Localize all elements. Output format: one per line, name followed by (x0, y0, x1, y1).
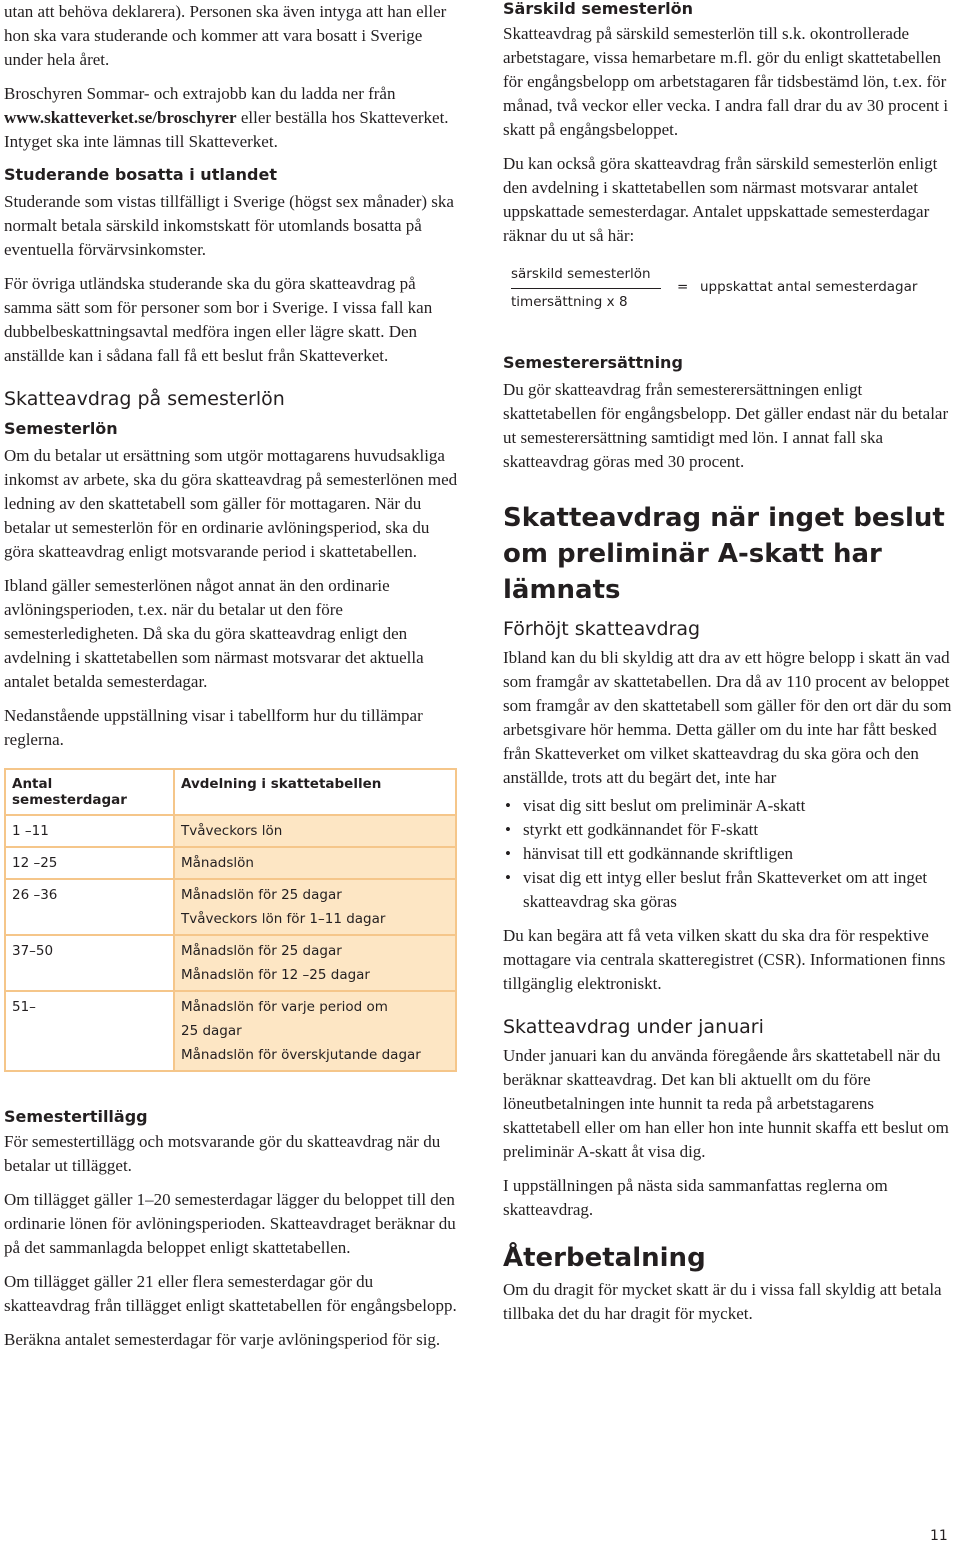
tillagg-paragraph-2: Om tillägget gäller 1–20 semesterdagar lägger du beloppet till den ordinarie lönen för avlöningsperioden. Skatteavdraget beräknar du på det sammanlagda beloppet enligt skattetabellen. (4, 1190, 456, 1257)
list-item (503, 866, 955, 914)
bullet-list (503, 794, 955, 914)
table-cell-line: 25 dagar (181, 1023, 242, 1039)
table-cell-days: 37–50 (5, 935, 174, 991)
list-item (503, 794, 955, 818)
bullet-icon: • (505, 868, 511, 887)
list-item (503, 818, 955, 842)
table-cell-days: 1 –11 (5, 815, 174, 847)
section-heading-semesterlon: Skatteavdrag på semesterlön (4, 388, 285, 410)
ersattning-heading: Semesterersättning (503, 353, 683, 372)
semesterlon-heading: Semesterlön (4, 419, 118, 438)
table-cell-days: 51– (5, 991, 174, 1071)
abroad-paragraph-1: Studerande som vistas tillfälligt i Sverige (högst sex månader) ska normalt betala särskild inkomstskatt för utomlands bosatta på eventuella förvärvsinkomster. (4, 192, 454, 259)
bullet-icon: • (505, 796, 511, 815)
table-row (5, 815, 456, 847)
table-row (5, 991, 456, 1071)
table-cell-line: Månadslön (181, 855, 254, 871)
table-cell-days: 26 –36 (5, 879, 174, 935)
tillagg-paragraph-1: För semestertillägg och motsvarande gör du skatteavdrag när du betalar ut tillägget. (4, 1132, 441, 1175)
januari-paragraph-2: I uppställningen på nästa sida sammanfattas reglerna om skatteavdrag. (503, 1176, 888, 1219)
page-number: 11 (930, 1528, 948, 1544)
sarskild-paragraph-1: Skatteavdrag på särskild semesterlön till s.k. okontrollerade arbetstagare, vissa hemarbetare m.fl. gör du enligt skattetabellen för engångsbelopp om arbetstagaren får tidsbestämd lön, t.ex. för månad, två veckor eller vecka. I andra fall drar du av 30 procent i skatt på engångsbeloppet. (503, 24, 949, 139)
abroad-paragraph-2: För övriga utländska studerande ska du göra skatteavdrag på samma sätt som för personer som bor i Sverige. I vissa fall kan dubbelbeskattningsavtal medföra ingen eller lägre skatt. Den anställde kan i sådana fall få ett beslut från Skatteverket. (4, 274, 433, 365)
table-cell-section (174, 935, 456, 991)
sarskild-paragraph-2: Du kan också göra skatteavdrag från särskild semesterlön enligt den avdelning i skattetabellen som närmast motsvarar antalet uppskattade semesterdagar. Antalet uppskattade semesterdagar räknar du ut så här: (503, 154, 938, 245)
semesterlon-paragraph-1: Om du betalar ut ersättning som utgör mottagarens huvudsakliga inkomst av arbete, ska du göra skatteavdrag på semesterlönen med ledning av den skattetabell som gäller för mottagaren. När du betalar ut semesterlön för en ordinarie avlöningsperiod, ska du göra skatteavdrag enligt motsvarande period i skattetabellen. (4, 446, 458, 561)
table-cell-days: 12 –25 (5, 847, 174, 879)
tillagg-paragraph-4: Beräkna antalet semesterdagar för varje avlöningsperiod för sig. (4, 1330, 441, 1349)
list-item-text: hänvisat till ett godkännande skriftligen (523, 844, 794, 863)
ersattning-paragraph: Du gör skatteavdrag från semesterersättningen enligt skattetabellen för engångsbelopp. Det gäller endast när du betalar ut semesterersättning samtidigt med lön. I annat fall ska skatteavdrag göras med 30 procent. (503, 380, 949, 471)
table-header-days: Antal semesterdagar (5, 769, 174, 815)
brochure-link[interactable]: www.skatteverket.se/broschyrer (4, 108, 237, 127)
vacation-days-table (4, 768, 457, 1072)
formula-denominator: timersättning x 8 (511, 294, 628, 310)
list-item-text: visat dig sitt beslut om preliminär A-skatt (523, 796, 806, 815)
brochure-text-prefix: Broschyren Sommar- och extrajobb kan du ladda ner från (4, 84, 396, 103)
table-row (5, 847, 456, 879)
right-column (503, 0, 955, 1326)
aterbetalning-paragraph: Om du dragit för mycket skatt är du i vissa fall skyldig att betala tillbaka det du har dragit för mycket. (503, 1280, 942, 1323)
intro-paragraph: utan att behöva deklarera). Personen ska även intyga att han eller hon ska vara studerande och kommer att vara bosatt i Sverige under hela året. (4, 2, 447, 69)
tillagg-heading: Semestertillägg (4, 1107, 148, 1126)
table-cell-line: Tvåveckors lön för 1–11 dagar (181, 911, 386, 927)
table-cell-section (174, 847, 456, 879)
bullet-icon: • (505, 844, 511, 863)
forhojt-paragraph-2: Du kan begära att få veta vilken skatt du ska dra för respektive mottagare via centrala skatteregistret (CSR). Informationen finns tillgänglig elektroniskt. (503, 926, 946, 993)
table-cell-line: Månadslön för 25 dagar (181, 943, 342, 959)
table-header-row (5, 769, 456, 815)
sarskild-heading: Särskild semesterlön (503, 0, 694, 18)
formula-equals: = (677, 279, 689, 295)
table-header-section: Avdelning i skattetabellen (174, 769, 456, 815)
list-item-text: styrkt ett godkännandet för F-skatt (523, 820, 759, 839)
formula-numerator: särskild semesterlön (511, 266, 661, 289)
januari-paragraph-1: Under januari kan du använda föregående års skattetabell när du beräknar skatteavdrag. Det kan bli aktuellt om du före löneutbetalningen inte hunnit ta reda på arbetstagarens skattetabell eller om han eller hon inte hunnit skaffa ett beslut om preliminär A-skatt åt visa dig. (503, 1046, 949, 1161)
table-cell-section (174, 879, 456, 935)
table-row (5, 879, 456, 935)
vacation-days-formula (503, 266, 955, 318)
bullet-icon: • (505, 820, 511, 839)
forhojt-heading: Förhöjt skatteavdrag (503, 618, 701, 640)
forhojt-paragraph-1: Ibland kan du bli skyldig att dra av ett högre belopp i skatt än vad som framgår av skattetabellen. Dra då av 110 procent av beloppet som framgår av den skattetabell som gäller för den ort där du som arbetsgivare hör hemma. Detta gäller om du inte har fått besked från Skatteverket om vilket skatteavdrag du ska göra och den anställde, trots att du begärt det, inte har (503, 648, 952, 787)
left-column (4, 0, 460, 1352)
semesterlon-paragraph-3: Nedanstående uppställning visar i tabellform hur du tillämpar reglerna. (4, 706, 423, 749)
list-item-text: visat dig ett intyg eller beslut från Skatteverket om att inget skatteavdrag ska göras (523, 868, 928, 911)
table-cell-line: Tvåveckors lön (181, 823, 283, 839)
table-cell-line: Månadslön för 12 –25 dagar (181, 967, 370, 983)
brochure-paragraph (4, 82, 460, 154)
table-cell-section (174, 815, 456, 847)
januari-heading: Skatteavdrag under januari (503, 1016, 764, 1038)
brochure-text-suffix: eller beställa hos Skatteverket. Intyget ska inte lämnas till Skatteverket. (4, 108, 449, 151)
tillagg-paragraph-3: Om tillägget gäller 21 eller flera semesterdagar gör du skatteavdrag från tillägget enligt skattetabellen för engångsbelopp. (4, 1272, 457, 1315)
table-cell-section (174, 991, 456, 1071)
aterbetalning-heading: Återbetalning (503, 1243, 706, 1273)
formula-result: uppskattat antal semesterdagar (700, 279, 918, 295)
big-heading-no-decision: Skatteavdrag när inget beslut om preliminär A-skatt har lämnats (503, 503, 945, 605)
table-cell-line: Månadslön för 25 dagar (181, 887, 342, 903)
semesterlon-paragraph-2: Ibland gäller semesterlönen något annat än den ordinarie avlöningsperioden, t.ex. när du betalar ut den före semesterledigheten. Då ska du göra skatteavdrag enligt den avdelning i skattetabellen som närmast motsvarar det aktuella antalet betalda semesterdagar. (4, 576, 424, 691)
table-cell-line: Månadslön för överskjutande dagar (181, 1047, 421, 1063)
table-row (5, 935, 456, 991)
table-cell-line: Månadslön för varje period om (181, 999, 388, 1015)
abroad-heading: Studerande bosatta i utlandet (4, 165, 277, 184)
list-item (503, 842, 955, 866)
